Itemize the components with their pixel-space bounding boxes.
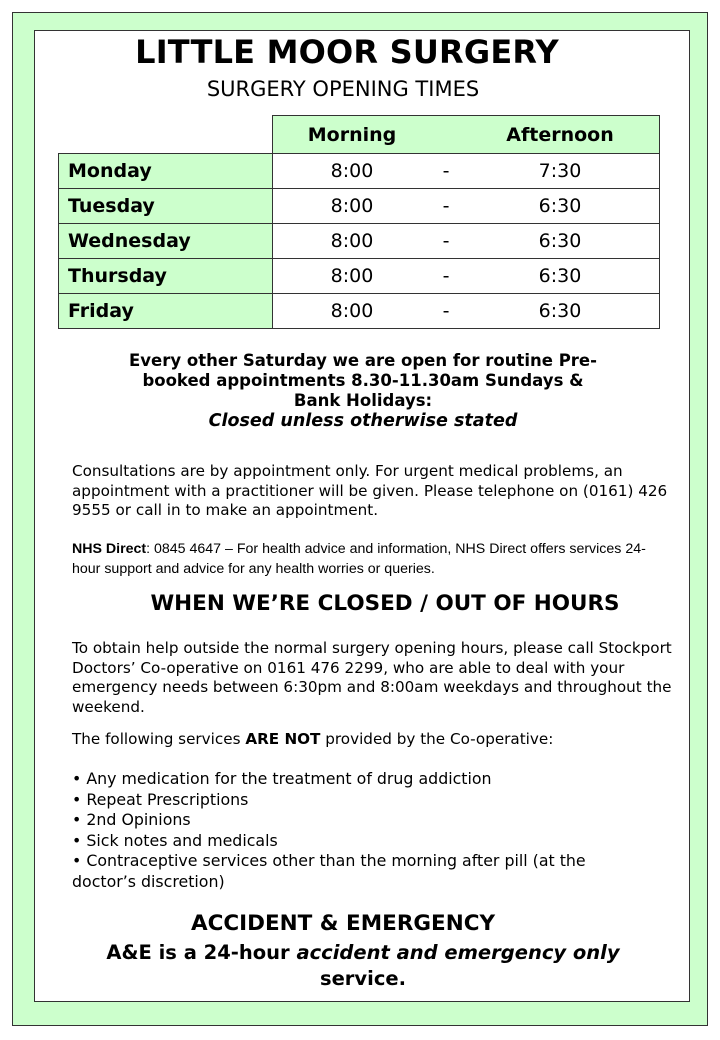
- open-time: 8:00: [330, 300, 374, 322]
- closed-note: Closed unless otherwise stated: [208, 411, 518, 431]
- header-morning: Morning: [307, 123, 397, 146]
- table-row: [59, 294, 660, 329]
- list-item: • 2nd Opinions: [72, 810, 191, 830]
- table-row: [59, 224, 660, 259]
- day-cell: Friday: [59, 294, 273, 329]
- table-row: [59, 154, 660, 189]
- times-cell: [273, 294, 660, 329]
- saturday-notice: [35, 351, 691, 431]
- ae-statement: [75, 940, 651, 992]
- out-of-hours-paragraph: To obtain help outside the normal surgery opening hours, please call Stockport Doctors’ Co-operative on 0161 476 2299, who are able to deal with your emergency needs between 6:30pm and 8:00am weekdays and throughout the weekend.: [72, 639, 672, 716]
- times-cell: [273, 154, 660, 189]
- table-corner: [59, 116, 273, 154]
- opening-hours-table: [58, 115, 660, 329]
- list-item: • Any medication for the treatment of drug addiction: [72, 769, 492, 788]
- day-cell: Wednesday: [59, 224, 273, 259]
- time-separator: -: [442, 300, 450, 322]
- nhs-direct-paragraph: [72, 539, 672, 579]
- nhs-direct-label: NHS Direct: [72, 541, 147, 557]
- day-cell: Tuesday: [59, 189, 273, 224]
- close-time: 6:30: [538, 195, 582, 217]
- out-of-hours-heading: WHEN WE’RE CLOSED / OUT OF HOURS: [150, 591, 620, 616]
- services-suffix: provided by the Co-operative:: [320, 730, 554, 748]
- header-afternoon: Afternoon: [506, 123, 614, 146]
- close-time: 6:30: [538, 265, 582, 287]
- saturday-line: booked appointments 8.30-11.30am Sundays &: [142, 371, 584, 390]
- open-time: 8:00: [330, 265, 374, 287]
- page-border: [12, 12, 708, 1026]
- day-cell: Monday: [59, 154, 273, 189]
- opening-times-subtitle: SURGERY OPENING TIMES: [206, 77, 480, 101]
- day-cell: Thursday: [59, 259, 273, 294]
- open-time: 8:00: [330, 230, 374, 252]
- saturday-line: Every other Saturday we are open for routine Pre-: [129, 351, 597, 370]
- table-row: [59, 189, 660, 224]
- list-item: • Sick notes and medicals: [72, 830, 278, 850]
- time-separator: -: [442, 160, 450, 182]
- saturday-line: Bank Holidays:: [293, 391, 433, 410]
- times-cell: [273, 189, 660, 224]
- close-time: 7:30: [538, 160, 582, 182]
- times-cell: [273, 224, 660, 259]
- consultations-paragraph: Consultations are by appointment only. For urgent medical problems, an appointment with a practitioner will be given. Please telephone on (0161) 426 9555 or call in to make an appointment.: [72, 462, 668, 519]
- open-time: 8:00: [330, 160, 374, 182]
- nhs-direct-text: : 0845 4647 – For health advice and information, NHS Direct offers services 24-hour support and advice for any health worries or queries.: [72, 541, 646, 577]
- list-item: doctor’s discretion): [72, 871, 225, 891]
- table-row: [59, 259, 660, 294]
- table-header-row: [59, 116, 660, 154]
- ae-heading: ACCIDENT & EMERGENCY: [190, 911, 496, 936]
- list-item: • Contraceptive services other than the morning after pill (at the: [72, 851, 586, 871]
- ae-suffix: service.: [319, 967, 407, 990]
- ae-prefix: A&E is a 24-hour: [106, 941, 297, 964]
- list-item: • Repeat Prescriptions: [72, 789, 249, 809]
- services-intro: [72, 730, 672, 750]
- time-separator: -: [442, 230, 450, 252]
- surgery-title: LITTLE MOOR SURGERY: [135, 33, 559, 71]
- close-time: 6:30: [538, 300, 582, 322]
- open-time: 8:00: [330, 195, 374, 217]
- time-separator: -: [442, 195, 450, 217]
- ae-emphasis: accident and emergency only: [296, 941, 620, 964]
- times-cell: [273, 259, 660, 294]
- time-separator: -: [442, 265, 450, 287]
- excluded-services-list: [72, 769, 672, 893]
- notice-panel: [34, 30, 690, 1002]
- header-times: [273, 116, 660, 154]
- close-time: 6:30: [538, 230, 582, 252]
- services-prefix: The following services: [72, 730, 246, 748]
- services-emphasis: ARE NOT: [245, 730, 321, 748]
